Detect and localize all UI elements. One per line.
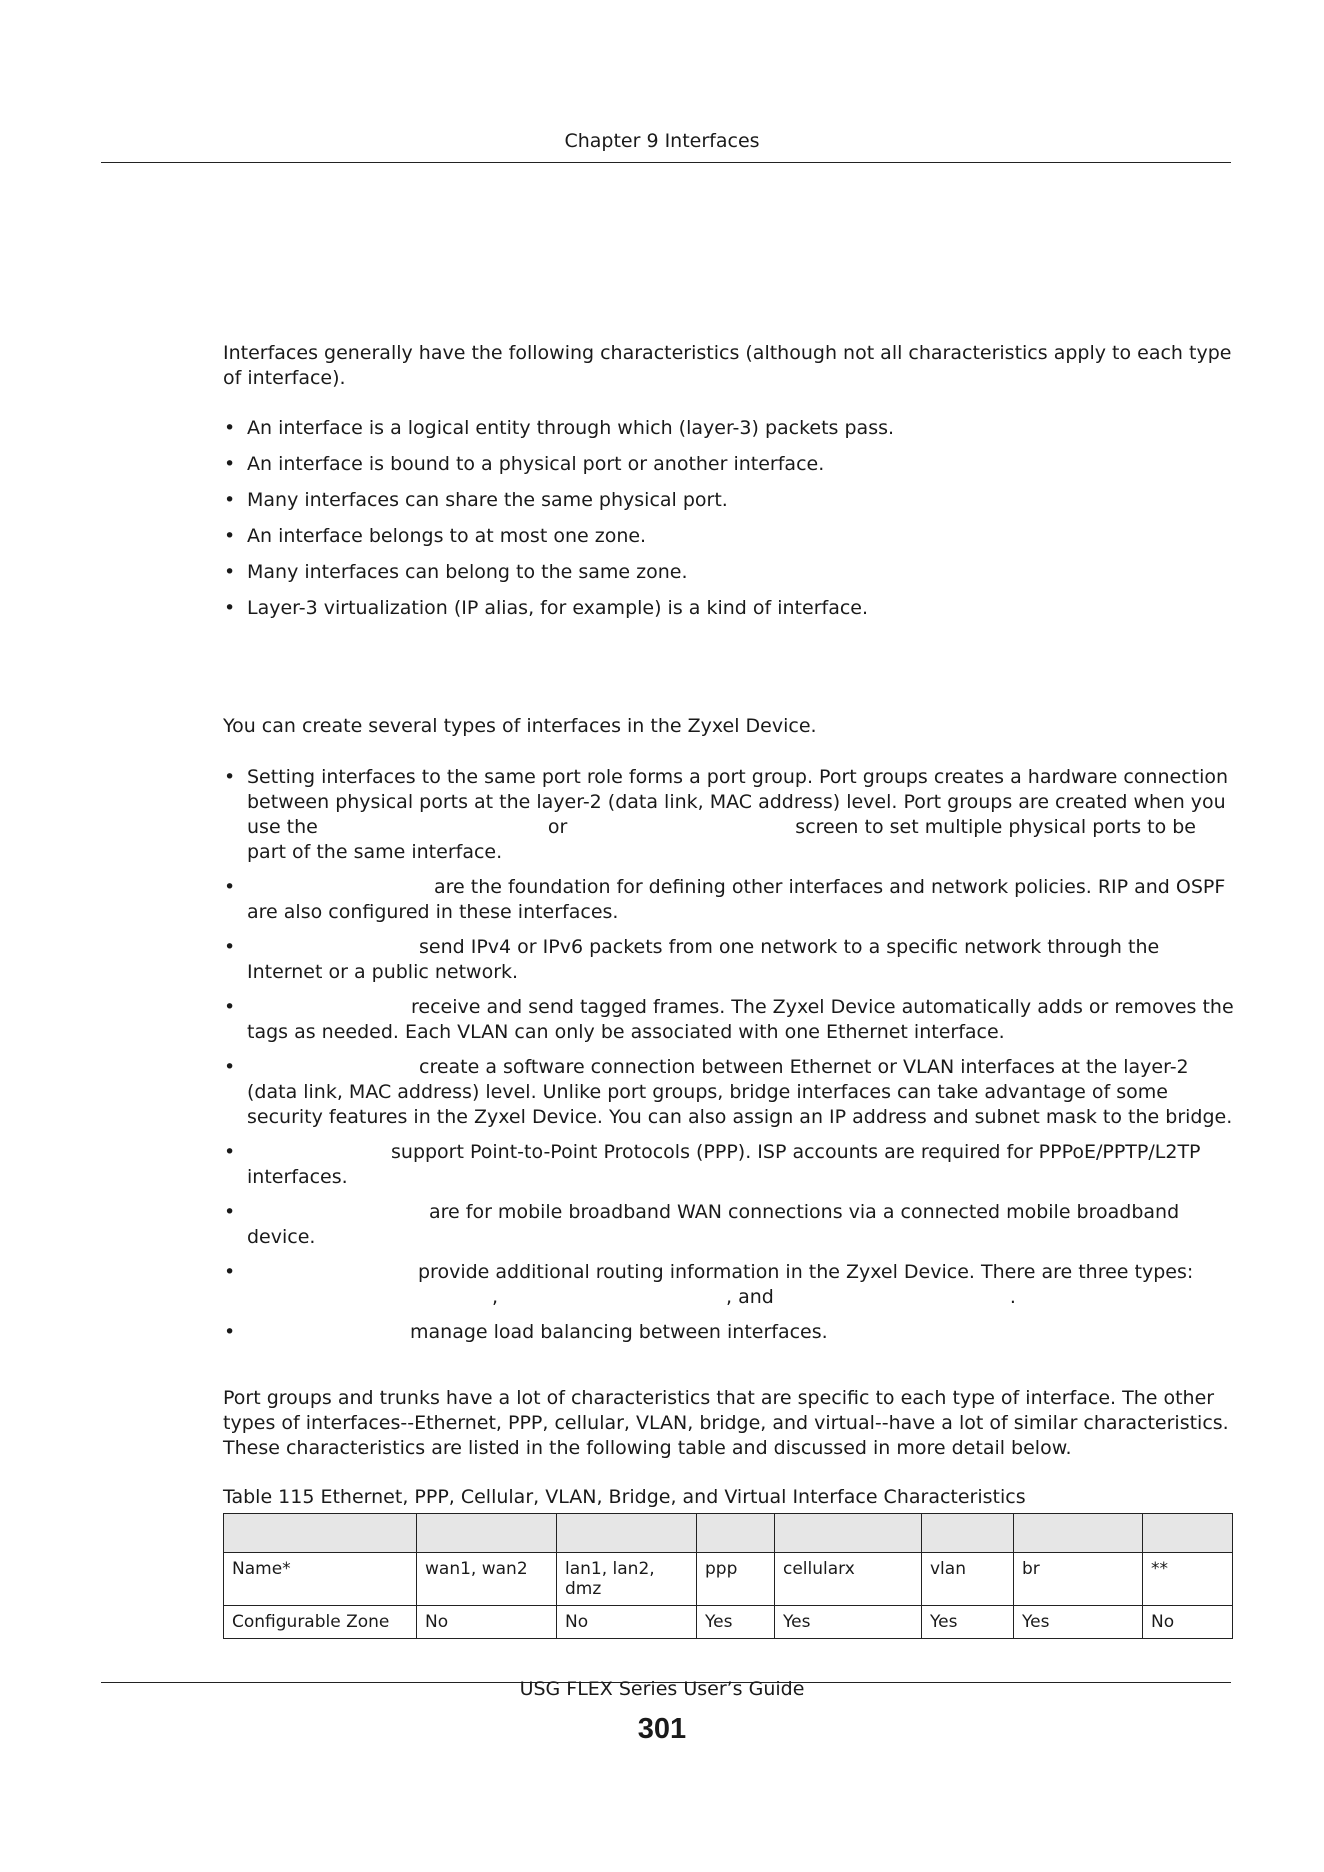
table-row [224,1606,1233,1639]
table-cell: No [1143,1606,1233,1639]
table-cell: Name* [224,1553,417,1606]
text-segment: , [492,1286,499,1308]
table-header-row [224,1514,1233,1553]
table-cell: Yes [697,1606,775,1639]
table-cell: Yes [922,1606,1014,1639]
text-segment: provide additional routing information in the Zyxel Device. There are three types: [418,1261,1194,1283]
table-cell: No [417,1606,557,1639]
table-cell: cellularx [775,1553,922,1606]
list-item-cellular [223,1200,1235,1250]
text-segment: , and [726,1286,774,1308]
header-cell [1014,1514,1143,1553]
header-cell [922,1514,1014,1553]
table-cell: Configurable Zone [224,1606,417,1639]
header-cell [1143,1514,1233,1553]
text-segment: Setting interfaces to the same port role forms a port group. Port groups creates a hardware connection between physical ports at the layer-2 (data link, MAC address) level. Port groups are created when you use the [247,766,1229,838]
table-cell: vlan [922,1553,1014,1606]
list-item: • An interface belongs to at most one zone. [223,524,1235,549]
text-segment: manage load balancing between interfaces. [410,1321,828,1343]
intro-paragraph: Interfaces generally have the following characteristics (although not all characteristics apply to each type of interface). [223,342,1232,389]
table-caption: Table 115 Ethernet, PPP, Cellular, VLAN, Bridge, and Virtual Interface Characteristics [223,1486,1026,1508]
table-cell: br [1014,1553,1143,1606]
text-segment: receive and send tagged frames. The Zyxel Device automatically adds or removes the tags as needed. Each VLAN can only be associated with one Ethernet interface. [247,996,1234,1043]
text-segment: screen to set multiple physical ports to be part of the same interface. [247,816,1196,863]
text-segment: create a software connection between Ethernet or VLAN interfaces at the layer-2 (data link, MAC address) level. Unlike port groups, bridge interfaces can take advantage of some security features in the Zyxel Device. You can also assign an IP address and subnet mask to the bridge. [247,1056,1233,1128]
types-intro: You can create several types of interfaces in the Zyxel Device. [223,715,817,737]
table-cell: wan1, wan2 [417,1553,557,1606]
interface-characteristics-table [223,1513,1233,1639]
list-item-virtual [223,1260,1235,1310]
running-footer: USG FLEX Series User’s Guide [519,1678,805,1700]
list-item-bridge [223,1055,1235,1130]
table-cell: ** [1143,1553,1233,1606]
header-cell [557,1514,697,1553]
header-cell [775,1514,922,1553]
header-rule [101,162,1231,163]
text-segment: are for mobile broadband WAN connections via a connected mobile broadband device. [247,1201,1180,1248]
table-cell: Yes [1014,1606,1143,1639]
header-cell [417,1514,557,1553]
list-item-ppp [223,1140,1235,1190]
characteristics-list [223,416,1235,632]
list-item: • An interface is bound to a physical port or another interface. [223,452,1235,477]
text-segment: are the foundation for defining other interfaces and network policies. RIP and OSPF are also configured in these interfaces. [247,876,1226,923]
list-item-vlan [223,995,1235,1045]
list-item: • Many interfaces can belong to the same zone. [223,560,1235,585]
table-intro-paragraph: Port groups and trunks have a lot of characteristics that are specific to each type of interface. The other types of interfaces--Ethernet, PPP, cellular, VLAN, bridge, and virtual--have a lot of similar characteristics. These characteristics are listed in the following table and discussed in more detail below. [223,1387,1229,1459]
list-item-port-groups [223,765,1235,865]
list-item-trunks [223,1320,1235,1345]
table-cell: No [557,1606,697,1639]
header-cell [224,1514,417,1553]
list-item-tunnel [223,935,1235,985]
list-item: • Layer-3 virtualization (IP alias, for example) is a kind of interface. [223,596,1235,621]
list-item-ethernet [223,875,1235,925]
list-item: • Many interfaces can share the same physical port. [223,488,1235,513]
text-segment: send IPv4 or IPv6 packets from one network to a specific network through the Internet or a public network. [247,936,1160,983]
table-cell: Yes [775,1606,922,1639]
header-cell [697,1514,775,1553]
text-segment: . [1009,1286,1016,1308]
interface-types-list [223,765,1235,1355]
table-cell: lan1, lan2, dmz [557,1553,697,1606]
page-number: 301 [637,1713,687,1745]
text-segment: support Point-to-Point Protocols (PPP). ISP accounts are required for PPPoE/PPTP/L2TP interfaces. [247,1141,1201,1188]
text-segment: or [547,816,568,838]
table-cell: ppp [697,1553,775,1606]
running-header: Chapter 9 Interfaces [564,130,760,152]
list-item: • An interface is a logical entity through which (layer-3) packets pass. [223,416,1235,441]
table-row [224,1553,1233,1606]
